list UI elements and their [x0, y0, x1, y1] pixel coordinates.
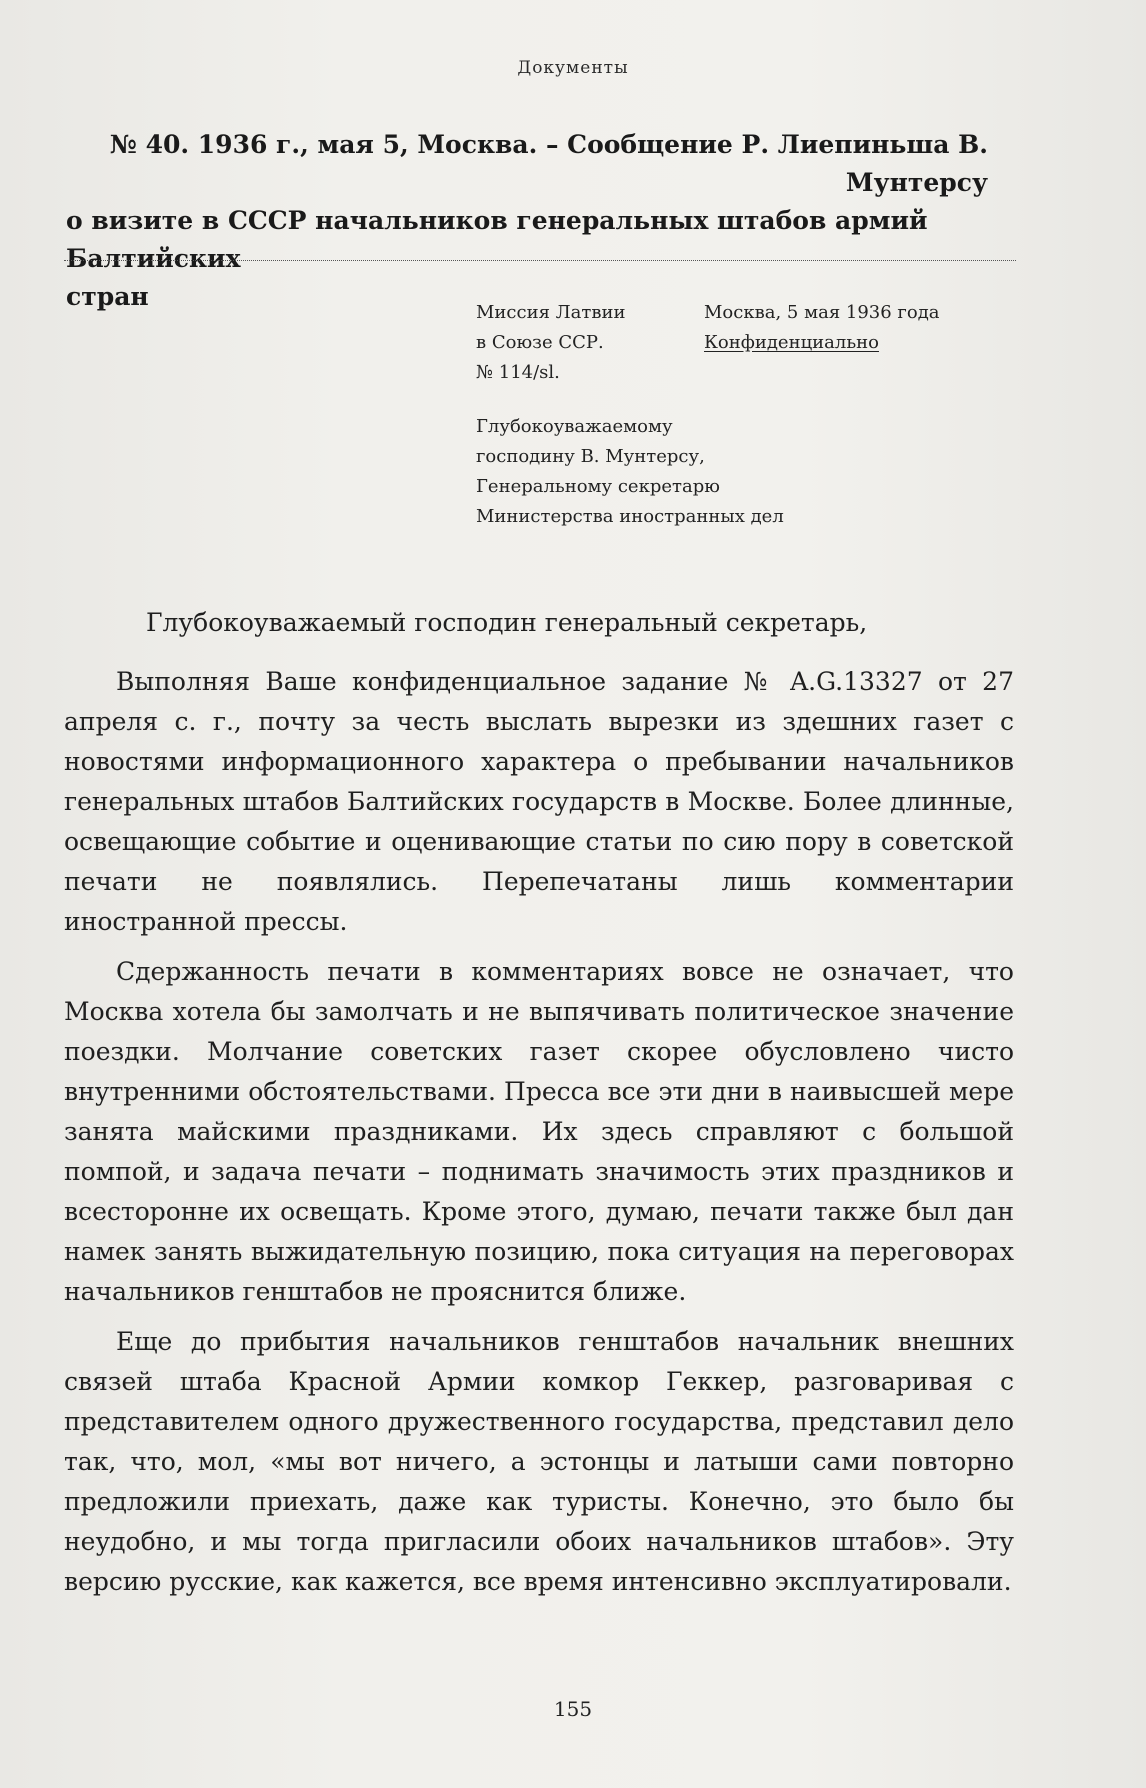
addressee-block — [476, 412, 784, 532]
date-block — [704, 298, 964, 358]
title-line-2: о визите в СССР начальников генеральных штабов армий Балтийских — [66, 206, 928, 273]
sender-block — [476, 298, 686, 388]
paragraph-3: Еще до прибытия начальников генштабов начальник внешних связей штаба Красной Армии комкор Геккер, разговаривая с представителем одного дружественного государства, представил дело так, что, мол, «мы вот ничего, а эстонцы и латыши сами повторно предложили приехать, даже как туристы. Конечно, это было бы неудобно, и мы тогда пригласили обоих начальников штабов». Эту версию русские, как кажется, все время интенсивно эксплуатировали. — [64, 1327, 1014, 1596]
letter-body — [64, 662, 1014, 1612]
addressee-line-2: господину В. Мунтерсу, — [476, 446, 705, 467]
paragraph-2: Сдержанность печати в комментариях вовсе не означает, что Москва хотела бы замолчать и не выпячивать политическое значение поездки. Молчание советских газет скорее обусловлено чисто внутренними обстоятельствами. Пресса все эти дни в наивысшей мере занята майскими праздниками. Их здесь справляют с большой помпой, и задача печати – поднимать значимость этих праздников и всесторонне их освещать. Кроме этого, думаю, печати также был дан намек занять выжидательную позицию, пока ситуация на переговорах начальников генштабов не прояснится ближе. — [64, 957, 1014, 1306]
document-title — [66, 126, 1016, 316]
title-line-1: № 40. 1936 г., мая 5, Москва. – Сообщение Р. Лиепиньша В. Мунтерсу — [109, 130, 988, 197]
sender-line-2: в Союзе ССР. — [476, 332, 604, 353]
classification-mark: Конфиденциально — [704, 332, 879, 353]
dotted-divider — [64, 260, 1016, 261]
addressee-line-1: Глубокоуважаемому — [476, 416, 673, 437]
sender-line-1: Миссия Латвии — [476, 302, 626, 323]
title-line-3: стран — [66, 282, 149, 311]
paragraph-1: Выполняя Ваше конфиденциальное задание № A.G.13327 от 27 апреля с. г., почту за честь выслать вырезки из здешних газет с новостями информационного характера о пребывании начальников генеральных штабов Балтийских государств в Москве. Более длинные, освещающие событие и оценивающие статьи по сию пору в советской печати не появлялись. Перепечатаны лишь комментарии иностранной прессы. — [64, 667, 1014, 936]
running-head: Документы — [517, 58, 629, 78]
sender-line-3: № 114/sl. — [476, 362, 560, 383]
addressee-line-4: Министерства иностранных дел — [476, 506, 784, 527]
date-line: Москва, 5 мая 1936 года — [704, 302, 940, 323]
addressee-line-3: Генеральному секретарю — [476, 476, 720, 497]
salutation: Глубокоуважаемый господин генеральный секретарь, — [146, 608, 868, 637]
page-number: 155 — [553, 1697, 593, 1721]
